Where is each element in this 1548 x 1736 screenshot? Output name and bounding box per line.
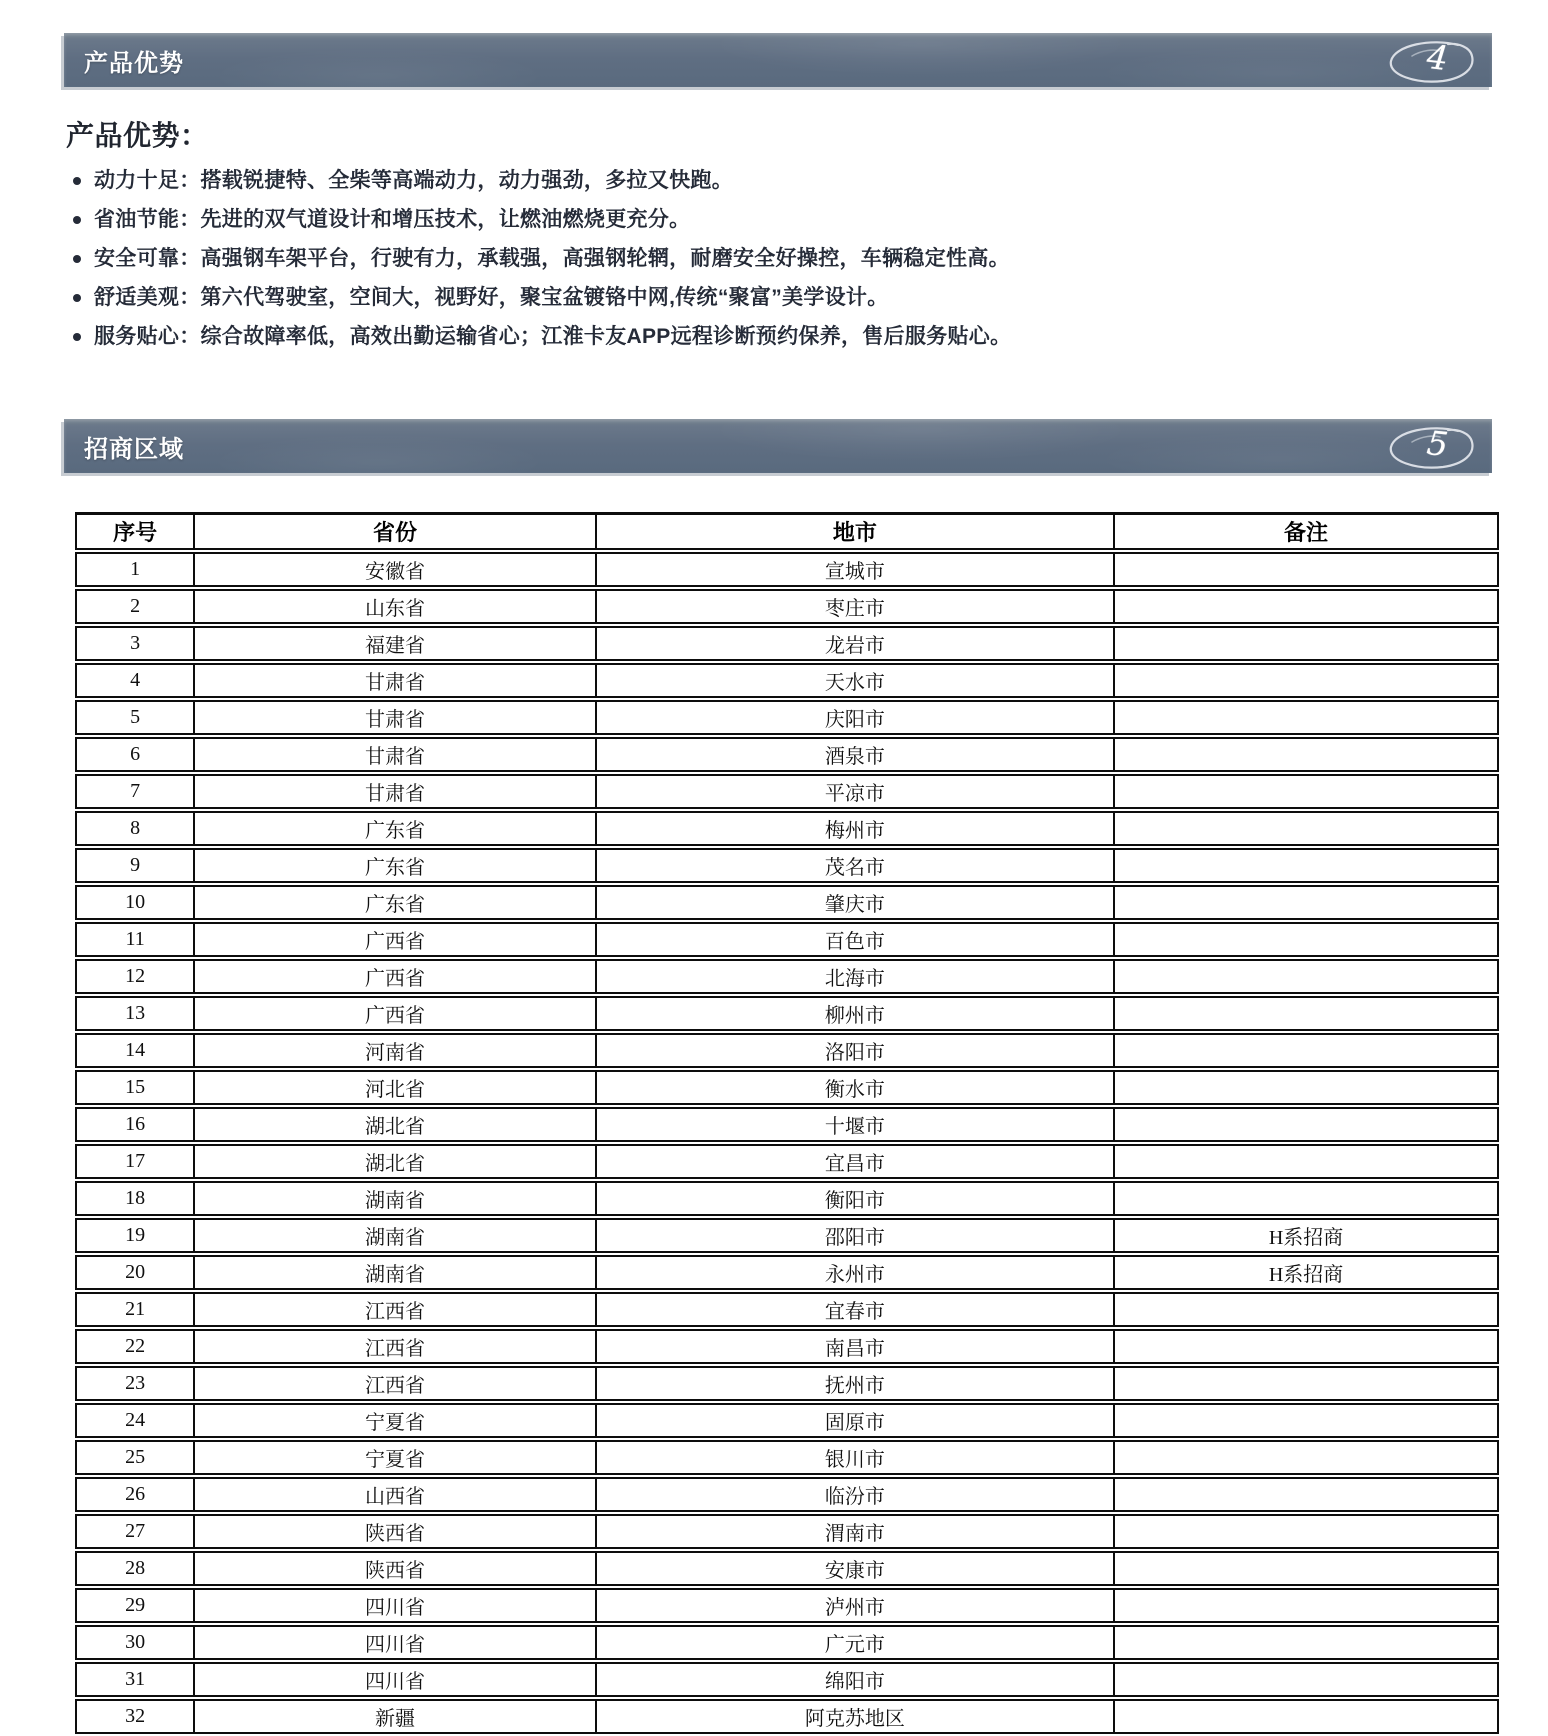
page-number-4-oval	[1382, 36, 1478, 84]
table-row	[75, 1699, 1499, 1734]
province-cell: 广东省	[193, 811, 595, 846]
advantage-list	[70, 170, 1548, 348]
table-row	[75, 626, 1499, 661]
index-cell: 18	[75, 1181, 193, 1216]
index-cell: 20	[75, 1255, 193, 1290]
advantage-label: 舒适美观：	[94, 286, 201, 310]
province-cell: 山东省	[193, 589, 595, 624]
province-cell: 山西省	[193, 1477, 595, 1512]
table-row	[75, 1366, 1499, 1401]
advantage-text: 搭载锐捷特、全柴等高端动力，动力强劲，多拉又快跑。	[200, 169, 733, 192]
table-row	[75, 885, 1499, 920]
product-advantages-heading: 产品优势：	[66, 120, 209, 151]
table-row	[75, 552, 1499, 587]
advantage-text: 高强钢车架平台，行驶有力，承载强，高强钢轮辋，耐磨安全好操控，车辆稳定性高。	[200, 247, 1010, 271]
city-cell: 衡水市	[595, 1070, 1113, 1105]
province-cell: 湖南省	[193, 1255, 595, 1290]
remark-cell	[1113, 1181, 1499, 1216]
remark-cell	[1113, 848, 1499, 883]
city-cell: 龙岩市	[595, 626, 1113, 661]
province-cell: 湖北省	[193, 1107, 595, 1142]
table-row	[75, 1033, 1499, 1068]
city-cell: 阿克苏地区	[595, 1699, 1113, 1734]
index-cell: 4	[75, 663, 193, 698]
city-cell: 固原市	[595, 1403, 1113, 1438]
banner-title-product-advantages: 产品优势	[84, 49, 184, 77]
advantage-label: 省油节能：	[94, 208, 201, 232]
page-number-5-oval	[1382, 422, 1478, 470]
table-row	[75, 737, 1499, 772]
province-cell: 新疆	[193, 1699, 595, 1734]
remark-cell	[1113, 1662, 1499, 1697]
index-cell: 3	[75, 626, 193, 661]
table-row	[75, 1144, 1499, 1179]
city-cell: 安康市	[595, 1551, 1113, 1586]
table-row	[75, 1181, 1499, 1216]
index-cell: 1	[75, 552, 193, 587]
advantage-text: 第六代驾驶室，空间大，视野好，聚宝盆镀铬中网,传统“聚富”美学设计。	[200, 286, 889, 310]
province-cell: 湖南省	[193, 1181, 595, 1216]
table-row	[75, 1292, 1499, 1327]
advantage-label: 服务贴心：	[94, 325, 201, 349]
province-cell: 湖北省	[193, 1144, 595, 1179]
remark-cell	[1113, 1440, 1499, 1475]
remark-cell	[1113, 1366, 1499, 1401]
region-table	[75, 510, 1499, 1736]
table-row	[75, 1551, 1499, 1586]
table-row	[75, 589, 1499, 624]
province-cell: 甘肃省	[193, 737, 595, 772]
city-cell: 抚州市	[595, 1366, 1113, 1401]
remark-cell	[1113, 1144, 1499, 1179]
city-cell: 南昌市	[595, 1329, 1113, 1364]
index-cell: 15	[75, 1070, 193, 1105]
province-cell: 福建省	[193, 626, 595, 661]
remark-cell	[1113, 1107, 1499, 1142]
table-row	[75, 1255, 1499, 1290]
index-cell: 16	[75, 1107, 193, 1142]
index-cell: 5	[75, 700, 193, 735]
remark-cell	[1113, 1292, 1499, 1327]
advantage-item	[70, 287, 1548, 309]
index-cell: 8	[75, 811, 193, 846]
city-cell: 平凉市	[595, 774, 1113, 809]
section-investment-regions	[0, 419, 1548, 1736]
remark-cell	[1113, 885, 1499, 920]
advantage-item	[70, 170, 1548, 192]
advantage-label: 动力十足：	[94, 169, 201, 192]
remark-cell	[1113, 552, 1499, 587]
index-cell: 31	[75, 1662, 193, 1697]
table-row	[75, 848, 1499, 883]
city-cell: 宣城市	[595, 552, 1113, 587]
index-cell: 12	[75, 959, 193, 994]
remark-cell	[1113, 700, 1499, 735]
city-cell: 衡阳市	[595, 1181, 1113, 1216]
province-cell: 河北省	[193, 1070, 595, 1105]
table-row	[75, 1477, 1499, 1512]
table-row	[75, 1329, 1499, 1364]
page-number-label: 4	[1425, 37, 1450, 78]
table-row	[75, 922, 1499, 957]
region-table-header-row	[75, 512, 1499, 550]
index-cell: 7	[75, 774, 193, 809]
city-cell: 酒泉市	[595, 737, 1113, 772]
city-cell: 洛阳市	[595, 1033, 1113, 1068]
city-cell: 天水市	[595, 663, 1113, 698]
province-cell: 广西省	[193, 922, 595, 957]
table-row	[75, 1107, 1499, 1142]
remark-cell	[1113, 1329, 1499, 1364]
city-cell: 渭南市	[595, 1514, 1113, 1549]
advantage-text: 先进的双气道设计和增压技术，让燃油燃烧更充分。	[200, 208, 691, 232]
city-header: 地市	[595, 512, 1113, 550]
city-cell: 临汾市	[595, 1477, 1113, 1512]
city-cell: 绵阳市	[595, 1662, 1113, 1697]
city-cell: 宜昌市	[595, 1144, 1113, 1179]
index-cell: 32	[75, 1699, 193, 1734]
table-row	[75, 1403, 1499, 1438]
city-cell: 泸州市	[595, 1588, 1113, 1623]
index-cell: 30	[75, 1625, 193, 1660]
remark-cell	[1113, 922, 1499, 957]
city-cell: 肇庆市	[595, 885, 1113, 920]
remark-cell	[1113, 1070, 1499, 1105]
province-cell: 江西省	[193, 1329, 595, 1364]
remark-cell	[1113, 1551, 1499, 1586]
province-cell: 广西省	[193, 959, 595, 994]
region-table-body	[75, 552, 1499, 1734]
remark-cell	[1113, 1699, 1499, 1734]
table-row	[75, 811, 1499, 846]
index-cell: 17	[75, 1144, 193, 1179]
banner-title-investment-regions: 招商区域	[84, 435, 184, 463]
remark-cell	[1113, 1514, 1499, 1549]
province-cell: 广西省	[193, 996, 595, 1031]
remark-cell	[1113, 1588, 1499, 1623]
province-cell: 宁夏省	[193, 1440, 595, 1475]
province-cell: 宁夏省	[193, 1403, 595, 1438]
product-advantages-banner	[64, 33, 1492, 87]
city-cell: 百色市	[595, 922, 1113, 957]
province-cell: 甘肃省	[193, 774, 595, 809]
province-cell: 四川省	[193, 1625, 595, 1660]
province-cell: 陕西省	[193, 1514, 595, 1549]
table-row	[75, 1588, 1499, 1623]
page-number-label: 5	[1425, 423, 1450, 465]
province-cell: 河南省	[193, 1033, 595, 1068]
remark-cell	[1113, 1625, 1499, 1660]
city-cell: 梅州市	[595, 811, 1113, 846]
advantage-text: 综合故障率低，高效出勤运输省心；江淮卡友APP远程诊断预约保养，售后服务贴心。	[200, 325, 1012, 349]
province-cell: 甘肃省	[193, 700, 595, 735]
city-cell: 永州市	[595, 1255, 1113, 1290]
city-cell: 十堰市	[595, 1107, 1113, 1142]
table-row	[75, 1625, 1499, 1660]
remark-cell	[1113, 626, 1499, 661]
province-cell: 安徽省	[193, 552, 595, 587]
section-product-advantages	[0, 0, 1548, 348]
province-header: 省份	[193, 512, 595, 550]
city-cell: 柳州市	[595, 996, 1113, 1031]
city-cell: 广元市	[595, 1625, 1113, 1660]
province-cell: 广东省	[193, 885, 595, 920]
province-cell: 四川省	[193, 1588, 595, 1623]
city-cell: 庆阳市	[595, 700, 1113, 735]
province-cell: 湖南省	[193, 1218, 595, 1253]
table-row	[75, 1070, 1499, 1105]
province-cell: 江西省	[193, 1292, 595, 1327]
city-cell: 银川市	[595, 1440, 1113, 1475]
index-cell: 23	[75, 1366, 193, 1401]
index-cell: 11	[75, 922, 193, 957]
advantage-item	[70, 326, 1548, 348]
index-cell: 29	[75, 1588, 193, 1623]
index-cell: 22	[75, 1329, 193, 1364]
index-cell: 24	[75, 1403, 193, 1438]
remark-cell	[1113, 774, 1499, 809]
city-cell: 邵阳市	[595, 1218, 1113, 1253]
table-row	[75, 1440, 1499, 1475]
table-row	[75, 774, 1499, 809]
province-cell: 四川省	[193, 1662, 595, 1697]
city-cell: 枣庄市	[595, 589, 1113, 624]
table-row	[75, 1218, 1499, 1253]
index-cell: 27	[75, 1514, 193, 1549]
index-cell: 26	[75, 1477, 193, 1512]
remark-cell: H系招商	[1113, 1255, 1499, 1290]
index-cell: 13	[75, 996, 193, 1031]
table-row	[75, 1662, 1499, 1697]
index-cell: 14	[75, 1033, 193, 1068]
advantage-item	[70, 248, 1548, 270]
province-cell: 陕西省	[193, 1551, 595, 1586]
index-header: 序号	[75, 512, 193, 550]
index-cell: 9	[75, 848, 193, 883]
province-cell: 江西省	[193, 1366, 595, 1401]
remark-cell	[1113, 996, 1499, 1031]
table-row	[75, 996, 1499, 1031]
city-cell: 北海市	[595, 959, 1113, 994]
city-cell: 宜春市	[595, 1292, 1113, 1327]
remark-cell: H系招商	[1113, 1218, 1499, 1253]
remark-cell	[1113, 1477, 1499, 1512]
index-cell: 19	[75, 1218, 193, 1253]
table-row	[75, 959, 1499, 994]
remark-cell	[1113, 737, 1499, 772]
table-row	[75, 1514, 1499, 1549]
index-cell: 25	[75, 1440, 193, 1475]
table-row	[75, 700, 1499, 735]
advantage-label: 安全可靠：	[94, 247, 201, 271]
province-cell: 甘肃省	[193, 663, 595, 698]
remark-cell	[1113, 1033, 1499, 1068]
index-cell: 21	[75, 1292, 193, 1327]
table-row	[75, 663, 1499, 698]
city-cell: 茂名市	[595, 848, 1113, 883]
index-cell: 6	[75, 737, 193, 772]
index-cell: 10	[75, 885, 193, 920]
index-cell: 28	[75, 1551, 193, 1586]
remark-cell	[1113, 663, 1499, 698]
remark-cell	[1113, 959, 1499, 994]
advantage-item	[70, 209, 1548, 231]
remark-cell	[1113, 589, 1499, 624]
province-cell: 广东省	[193, 848, 595, 883]
remark-cell	[1113, 811, 1499, 846]
remark-header: 备注	[1113, 512, 1499, 550]
index-cell: 2	[75, 589, 193, 624]
investment-regions-banner	[64, 419, 1492, 473]
remark-cell	[1113, 1403, 1499, 1438]
